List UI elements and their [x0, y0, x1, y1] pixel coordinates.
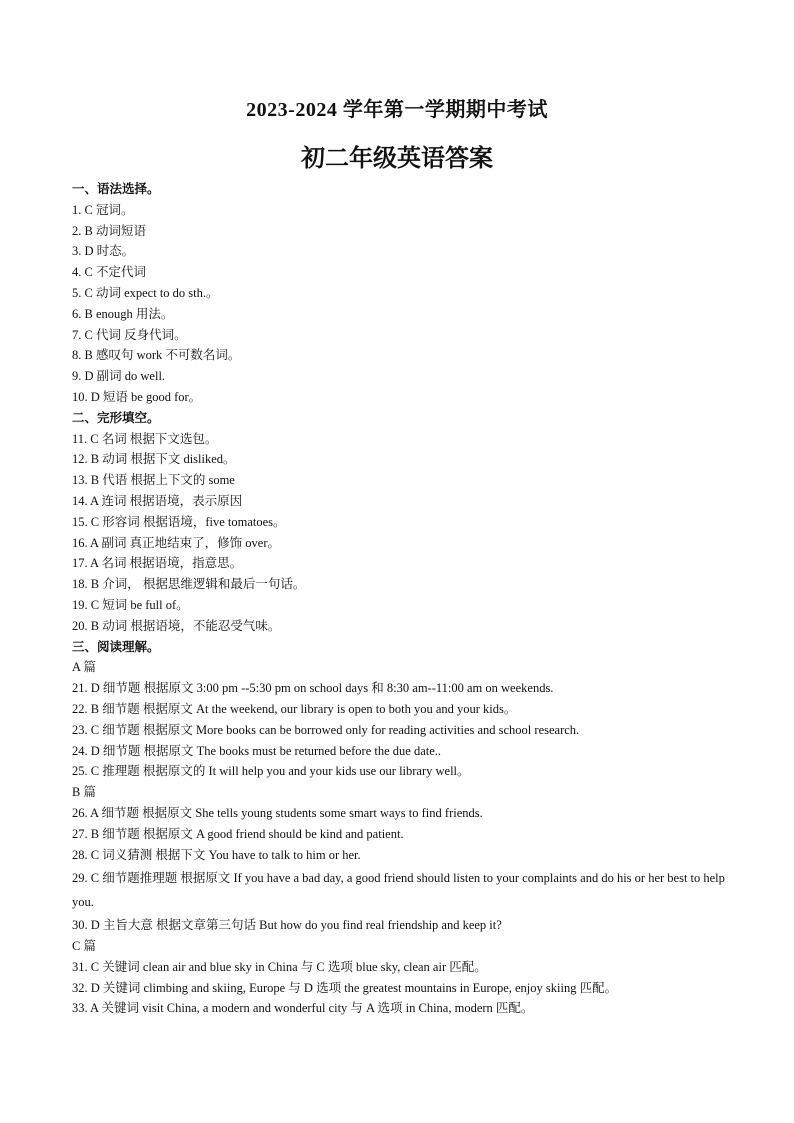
answer-line: 1. C 冠词。	[72, 202, 134, 217]
answer-line: 23. C 细节题 根据原文 More books can be borrowed only for reading activities and school research.	[72, 722, 580, 737]
answer-line: 5. C 动词 expect to do sth.。	[72, 285, 219, 300]
passage-label: A 篇	[72, 660, 96, 675]
answer-line: 19. C 短词 be full of。	[72, 597, 189, 612]
answer-line: 21. D 细节题 根据原文 3:00 pm --5:30 pm on school days 和 8:30 am--11:00 am on weekends.	[72, 681, 554, 696]
answer-line: 26. A 细节题 根据原文 She tells young students some smart ways to find friends.	[72, 805, 483, 820]
answer-line: 14. A 连词 根据语境，表示原因	[72, 493, 243, 508]
answer-line: 18. B 介词， 根据思维逻辑和最后一句话。	[72, 577, 306, 592]
answer-line: 29. C 细节题推理题 根据原文 If you have a bad day, a good friend should listen to your complaints and do his or her best to help you.	[72, 871, 725, 910]
answer-line: 32. D 关键词 climbing and skiing, Europe 与 D 选项 the greatest mountains in Europe, enjoy skiing 匹配。	[72, 980, 618, 995]
answer-line: 22. B 细节题 根据原文 At the weekend, our library is open to both you and your kids。	[72, 701, 517, 716]
answer-line: 31. C 关键词 clean air and blue sky in China 与 C 选项 blue sky, clean air 匹配。	[72, 959, 487, 974]
answer-line: 25. C 推理题 根据原文的 It will help you and your kids use our library well。	[72, 764, 470, 779]
answer-line: 27. B 细节题 根据原文 A good friend should be kind and patient.	[72, 826, 404, 841]
section-heading: 二、完形填空。	[72, 410, 160, 425]
answer-line: 13. B 代语 根据上下文的 some	[72, 473, 235, 488]
answer-line: 11. C 名词 根据下文选包。	[72, 431, 218, 446]
answer-line: 24. D 细节题 根据原文 The books must be returned before the due date..	[72, 743, 442, 758]
answer-line: 17. A 名词 根据语境，指意思。	[72, 556, 243, 571]
answer-line: 30. D 主旨大意 根据文章第三句话 But how do you find real friendship and keep it?	[72, 918, 502, 933]
answer-key-title: 初二年级英语答案	[301, 146, 493, 172]
answer-line: 3. D 时态。	[72, 244, 135, 259]
answer-line: 9. D 副词 do well.	[72, 369, 166, 384]
answer-line: 12. B 动词 根据下文 disliked。	[72, 452, 236, 467]
answer-line: 7. C 代词 反身代词。	[72, 327, 187, 342]
answer-list	[72, 179, 726, 1019]
answer-line: 28. C 词义猜测 根据下文 You have to talk to him or her.	[72, 847, 361, 862]
answer-line: 15. C 形容词 根据语境，five tomatoes。	[72, 514, 286, 529]
answer-line: 20. B 动词 根据语境，不能忍受气味。	[72, 618, 281, 633]
answer-line: 10. D 短语 be good for。	[72, 389, 202, 404]
section-heading: 三、阅读理解。	[72, 639, 160, 654]
passage-label: C 篇	[72, 939, 96, 954]
exam-title: 2023-2024 学年第一学期期中考试	[246, 99, 548, 121]
passage-label: B 篇	[72, 785, 96, 800]
answer-line: 4. C 不定代词	[72, 265, 146, 280]
answer-line: 2. B 动词短语	[72, 223, 146, 238]
answer-line: 8. B 感叹句 work 不可数名词。	[72, 348, 241, 363]
answer-line: 33. A 关键词 visit China, a modern and wonderful city 与 A 选项 in China, modern 匹配。	[72, 1001, 534, 1016]
answer-line: 6. B enough 用法。	[72, 306, 174, 321]
answer-line: 16. A 副词 真正地结束了，修饰 over。	[72, 535, 280, 550]
section-heading: 一、语法选择。	[72, 182, 160, 196]
